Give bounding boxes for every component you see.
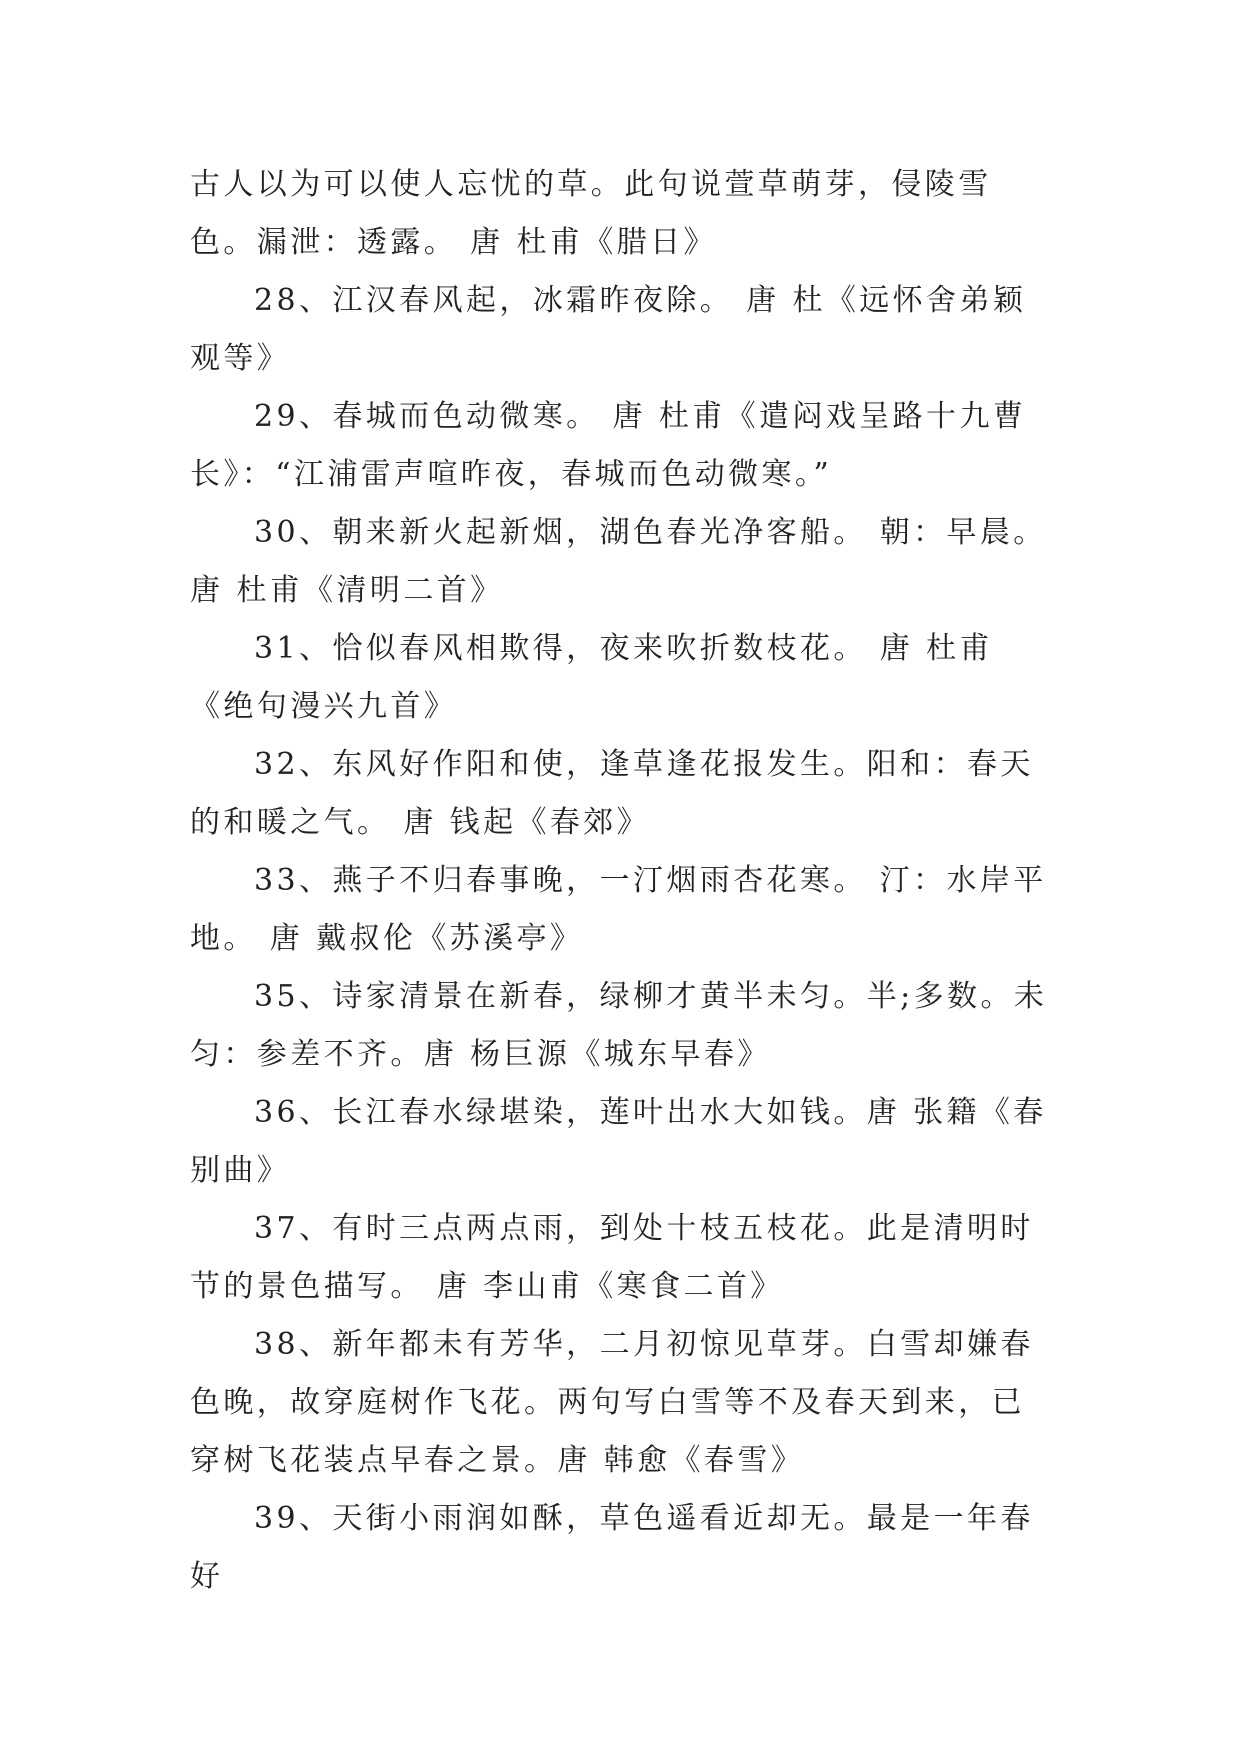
paragraph-38: 38、新年都未有芳华，二月初惊见草芽。白雪却嫌春色晚，故穿庭树作飞花。两句写白雪等不及春天到来，已穿树飞花装点早春之景。唐 韩愈《春雪》 [190, 1327, 1034, 1478]
paragraph-32: 32、东风好作阳和使，逢草逢花报发生。阳和：春天的和暖之气。 唐 钱起《春郊》 [190, 747, 1034, 840]
paragraph-28: 28、江汉春风起，冰霜昨夜除。 唐 杜《远怀舍弟颖观等》 [190, 283, 1027, 376]
paragraph-30: 30、朝来新火起新烟，湖色春光净客船。 朝：早晨。 唐 杜甫《清明二首》 [190, 515, 1047, 608]
paragraph-35: 35、诗家清景在新春，绿柳才黄半未匀。半;多数。未匀：参差不齐。唐 杨巨源《城东早春》 [190, 979, 1048, 1072]
paragraph-39: 39、天街小雨润如酥，草色遥看近却无。最是一年春好 [190, 1501, 1034, 1594]
paragraph-36: 36、长江春水绿堪染，莲叶出水大如钱。唐 张籍《春别曲》 [190, 1095, 1047, 1188]
paragraph-29: 29、春城而色动微寒。 唐 杜甫《遣闷戏呈路十九曹长》：“江浦雷声喧昨夜，春城而色动微寒。” [190, 399, 1027, 492]
paragraph-37: 37、有时三点两点雨，到处十枝五枝花。此是清明时节的景色描写。 唐 李山甫《寒食二首》 [190, 1211, 1034, 1304]
paragraph-33: 33、燕子不归春事晚，一汀烟雨杏花寒。 汀：水岸平地。 唐 戴叔伦《苏溪亭》 [190, 863, 1047, 956]
paragraph-31: 31、恰似春风相欺得，夜来吹折数枝花。 唐 杜甫《绝句漫兴九首》 [190, 631, 993, 724]
document-body [190, 156, 1058, 1606]
paragraph-continuation-27: 古人以为可以使人忘忧的草。此句说萱草萌芽，侵陵雪色。漏泄：透露。 唐 杜甫《腊日》 [190, 167, 992, 260]
